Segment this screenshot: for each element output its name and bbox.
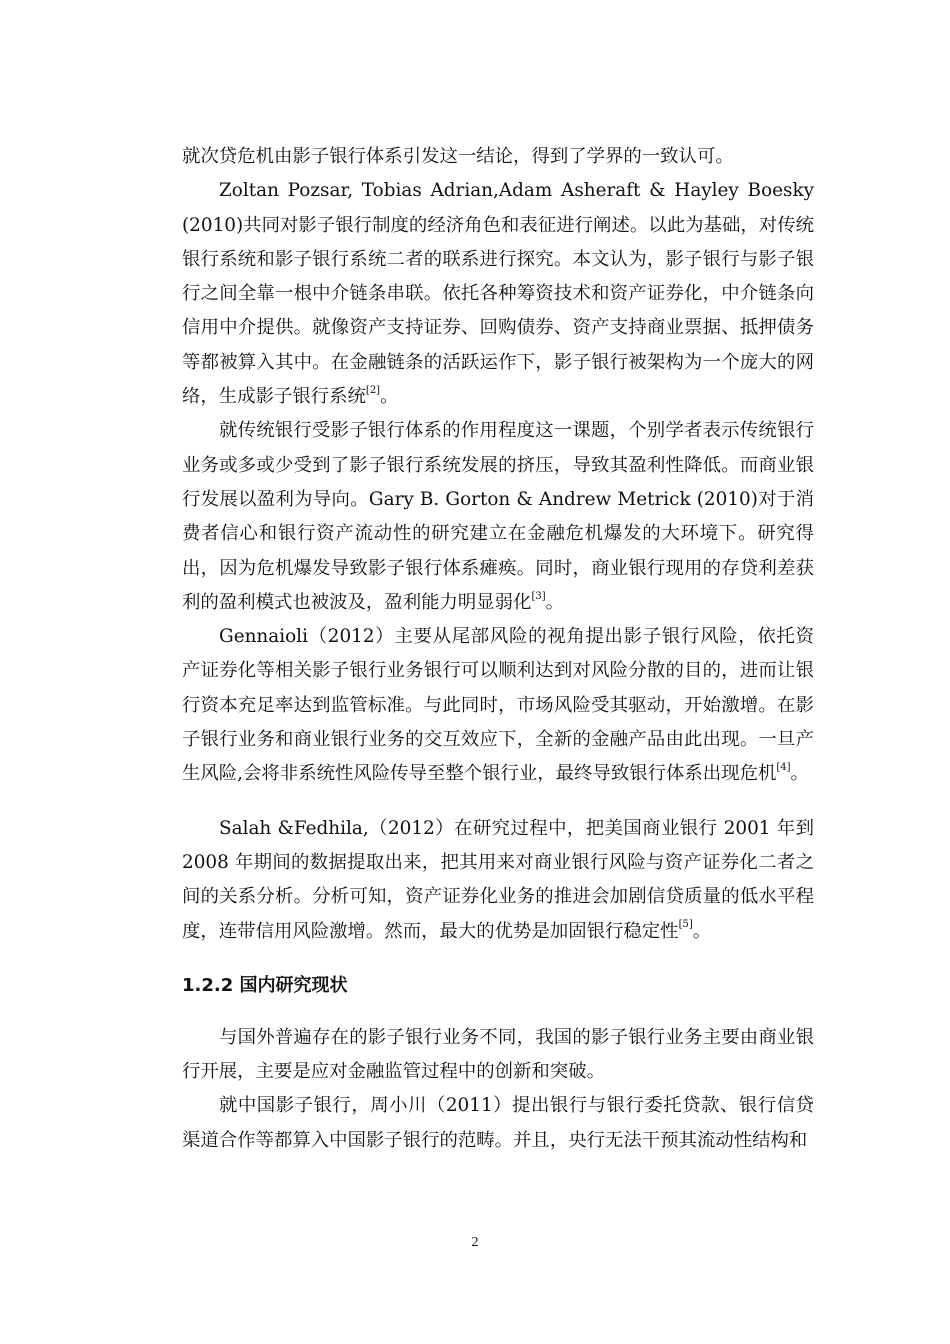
paragraph-6-text: 就中国影子银行，周小川（2011）提出银行与银行委托贷款、银行信贷渠道合作等都算入中国影子银行的范畴。并且，央行无法干预其流动性结构和 — [182, 1095, 814, 1151]
paragraph-4-text: Salah &Fedhila,（2012）在研究过程中，把美国商业银行 2001 年到 2008 年期间的数据提取出来，把其用来对商业银行风险与资产证券化二者之间的关系分析。分析可知，资产证券化业务的推进会加剧信贷质量的低水平程度，连带信用风险激增。然而，最大的优势是加固银行稳定性 — [182, 817, 814, 942]
paragraph-5 — [182, 1021, 814, 1090]
paragraph-4-end: 。 — [692, 920, 712, 942]
paragraph-0 — [182, 140, 814, 174]
paragraph-2-end: 。 — [545, 591, 565, 613]
paragraph-2-text: 就传统银行受影子银行体系的作用程度这一课题，个别学者表示传统银行业务或多或少受到了影子银行系统发展的挤压，导致其盈利性降低。而商业银行发展以盈利为导向。Gary B. Gorton & Andrew Metrick (2010)对于消费者信心和银行资产流动性的研究建立在金融危机爆发的大环境下。研究得出，因为危机爆发导致影子银行体系瘫痪。同时，商业银行现用的存贷利差获利的盈利模式也被波及，盈利能力明显弱化 — [182, 420, 814, 613]
paragraph-3-end: 。 — [790, 763, 809, 785]
paragraph-3 — [182, 620, 814, 791]
paragraph-5-text: 与国外普遍存在的影子银行业务不同，我国的影子银行业务主要由商业银行开展，主要是应对金融监管过程中的创新和突破。 — [182, 1026, 814, 1083]
paragraph-3-text: Gennaioli（2012）主要从尾部风险的视角提出影子银行风险，依托资产证券化等相关影子银行业务银行可以顺利达到对风险分散的目的，进而让银行资本充足率达到监管标准。与此同时，市场风险受其驱动，开始激增。在影子银行业务和商业银行业务的交互效应下，全新的金融产品由此出现。一旦产生风险,会将非系统性风险传导至整个银行业，最终导致银行体系出现危机 — [182, 626, 814, 785]
paragraph-2 — [182, 414, 814, 620]
heading-gap-before — [182, 949, 814, 969]
citation-ref-4: [4] — [776, 762, 791, 774]
citation-ref-3: [3] — [531, 590, 546, 602]
paragraph-1 — [182, 174, 814, 414]
page-number: 2 — [471, 1235, 479, 1250]
heading-gap-after — [182, 1003, 814, 1021]
paragraph-gap — [182, 792, 814, 812]
citation-ref-2: [2] — [365, 384, 381, 396]
paragraph-1-text: Zoltan Pozsar, Tobias Adrian,Adam Asheraft & Hayley Boesky (2010)共同对影子银行制度的经济角色和表征进行阐述。以此为基础，对传统银行系统和影子银行系统二者的联系进行探究。本文认为，影子银行与影子银行之间全靠一根中介链条串联。依托各种筹资技术和资产证券化，中介链条向信用中介提供。就像资产支持证券、回购债券、资产支持商业票据、抵押债务等都被算入其中。在金融链条的活跃运作下，影子银行被架构为一个庞大的网络，生成影子银行系统 — [182, 180, 814, 408]
section-heading: 1.2.2 国内研究现状 — [182, 974, 348, 996]
paragraph-4 — [182, 812, 814, 949]
body-text — [182, 140, 814, 1158]
paragraph-0-text: 就次贷危机由影子银行体系引发这一结论，得到了学界的一致认可。 — [182, 146, 734, 167]
paragraph-1-end: 。 — [380, 386, 399, 408]
citation-ref-5: [5] — [678, 919, 693, 931]
paragraph-6 — [182, 1089, 814, 1158]
